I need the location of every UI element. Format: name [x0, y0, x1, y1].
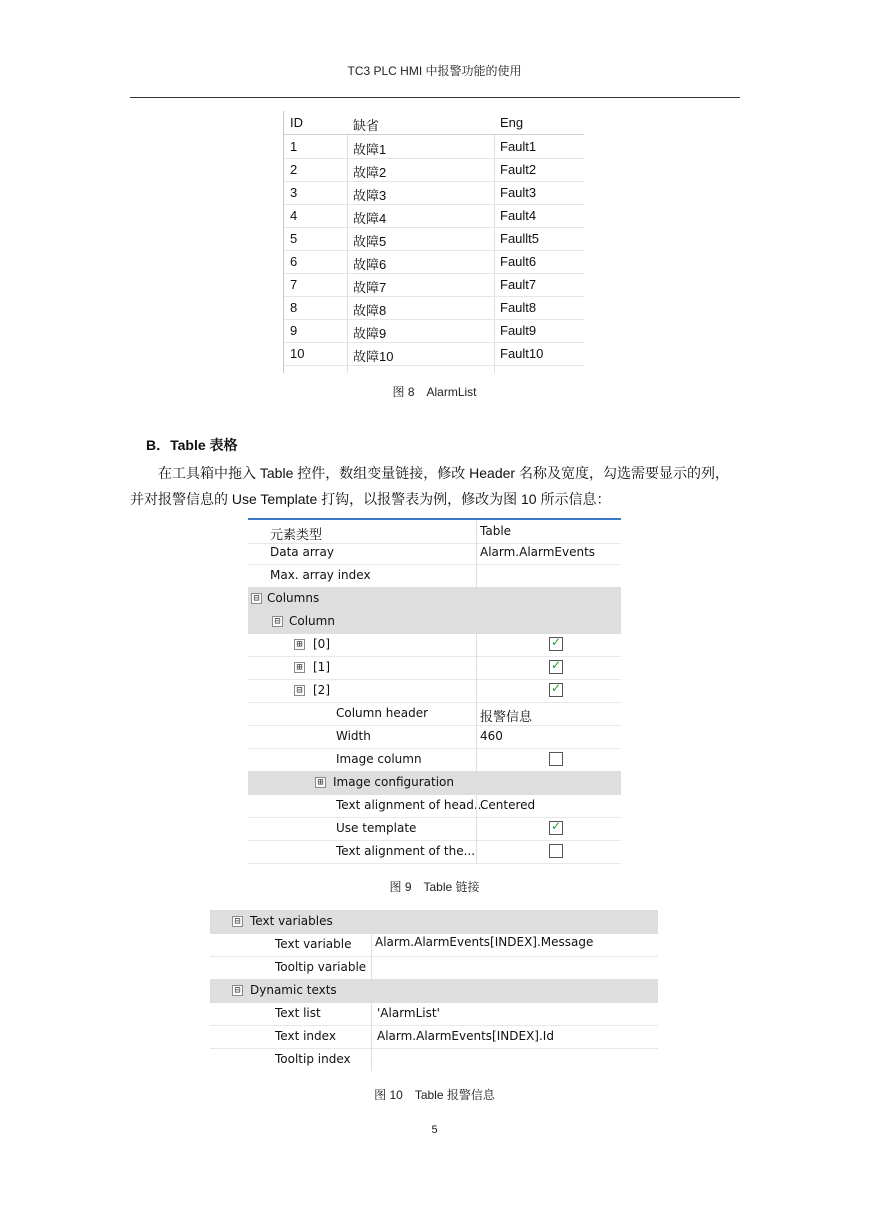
cell-default: 故障4 [353, 211, 387, 226]
prop-value[interactable]: 'AlarmList' [377, 1006, 440, 1020]
prop-value[interactable]: 460 [480, 729, 503, 743]
cell-eng: Fault6 [500, 254, 537, 269]
prop-divider [371, 1025, 372, 1048]
prop-group-text-variables[interactable] [210, 910, 658, 934]
prop-row-text-list[interactable] [210, 1002, 658, 1026]
cell-id: 7 [290, 277, 298, 292]
prop-group-column[interactable] [248, 610, 621, 634]
prop-group-columns[interactable] [248, 587, 621, 611]
column-header-default: 缺省 [353, 118, 380, 133]
cell-eng: Faullt5 [500, 231, 540, 246]
table-row [284, 250, 584, 274]
prop-row-data-array[interactable] [248, 541, 621, 565]
table-row [284, 227, 584, 251]
cell-id: 4 [290, 208, 298, 223]
prop-row-header-alignment[interactable] [248, 794, 621, 818]
prop-label: [0] [313, 637, 330, 651]
cell-id: 9 [290, 323, 298, 338]
prop-divider [476, 541, 477, 564]
collapse-icon[interactable]: ⊟ [232, 985, 243, 996]
text-variables-grid [210, 910, 658, 1071]
expand-icon[interactable]: ⊞ [294, 639, 305, 650]
prop-row-column-0[interactable] [248, 633, 621, 657]
table-header-row [284, 111, 584, 135]
prop-group-dynamic-texts[interactable] [210, 979, 658, 1003]
prop-value: Alarm.AlarmEvents [480, 545, 596, 559]
figure8-caption: 图 8 AlarmList [392, 385, 477, 399]
cell-id: 8 [290, 300, 298, 315]
table-row [284, 204, 584, 228]
alarm-list-table [283, 111, 584, 373]
collapse-icon[interactable]: ⊟ [294, 685, 305, 696]
cell-default: 故障5 [353, 234, 387, 249]
figure9-caption: 图 9 Table 链接 [389, 880, 480, 894]
prop-label: Width [336, 729, 371, 743]
header-rule [130, 97, 740, 98]
image-column-checkbox[interactable] [549, 752, 563, 766]
prop-label: Max. array index [270, 568, 371, 582]
prop-divider [371, 956, 372, 979]
page-number: 5 [431, 1124, 438, 1136]
expand-icon[interactable]: ⊞ [294, 662, 305, 673]
prop-label: [2] [313, 683, 330, 697]
section-title: B．Table 表格 [146, 437, 238, 453]
cell-eng: Fault1 [500, 139, 537, 154]
prop-divider [476, 840, 477, 863]
table-row [284, 273, 584, 297]
cell-eng: Fault3 [500, 185, 537, 200]
cell-default: 故障3 [353, 188, 387, 203]
prop-label: [1] [313, 660, 330, 674]
prop-label: Text list [275, 1006, 321, 1020]
cell-eng: Fault2 [500, 162, 537, 177]
table-row [284, 135, 584, 159]
prop-label: Columns [267, 591, 320, 605]
prop-divider [476, 656, 477, 679]
prop-row-width[interactable] [248, 725, 621, 749]
cell-id: 10 [290, 346, 305, 361]
column-2-visible-checkbox[interactable] [549, 683, 563, 697]
prop-row-text-variable[interactable] [210, 933, 658, 957]
table-row [284, 296, 584, 320]
prop-label: Image configuration [333, 775, 454, 789]
prop-value[interactable]: 报警信息 [480, 710, 533, 725]
prop-divider [371, 933, 372, 956]
text-alignment-checkbox[interactable] [549, 844, 563, 858]
prop-row-column-2[interactable] [248, 679, 621, 703]
prop-label: 元素类型 [270, 528, 323, 543]
prop-row-max-array-index[interactable] [248, 564, 621, 588]
section-paragraph: 在工具箱中拖入 Table 控件，数组变量链接，修改 Header 名称及宽度，勾选需要显示的列，并对报警信息的 Use Template 打钩，以报警表为例，修改为图 10 所示信息： [130, 465, 729, 507]
prop-label: Text variables [250, 914, 333, 928]
cell-default: 故障6 [353, 257, 387, 272]
column-header-id: ID [290, 115, 303, 130]
prop-value: Table [480, 524, 512, 538]
prop-label: Text alignment of the... [336, 844, 476, 858]
prop-row-text-alignment[interactable] [248, 840, 621, 864]
prop-label: Dynamic texts [250, 983, 337, 997]
cell-eng: Fault9 [500, 323, 537, 338]
figure10-caption: 图 10 Table 报警信息 [374, 1088, 495, 1102]
prop-divider [476, 702, 477, 725]
prop-label: Image column [336, 752, 422, 766]
prop-divider [476, 794, 477, 817]
prop-label: Column header [336, 706, 429, 720]
cell-id: 3 [290, 185, 298, 200]
cell-default: 故障7 [353, 280, 387, 295]
prop-divider [476, 520, 477, 543]
prop-row-tooltip-index[interactable] [210, 1048, 658, 1071]
column-header-eng: Eng [500, 115, 524, 130]
prop-row-tooltip-variable[interactable] [210, 956, 658, 980]
prop-divider [476, 633, 477, 656]
prop-row-column-1[interactable] [248, 656, 621, 680]
prop-label: Text alignment of head... [336, 798, 486, 812]
cell-id: 5 [290, 231, 298, 246]
collapse-icon[interactable]: ⊟ [251, 593, 262, 604]
column-1-visible-checkbox[interactable] [549, 660, 563, 674]
prop-row-use-template[interactable] [248, 817, 621, 841]
prop-divider [476, 817, 477, 840]
prop-label: Text index [275, 1029, 336, 1043]
cell-default: 故障10 [353, 349, 394, 364]
table-row [284, 181, 584, 205]
use-template-checkbox[interactable] [549, 821, 563, 835]
prop-row-image-column[interactable] [248, 748, 621, 772]
cell-id: 2 [290, 162, 298, 177]
expand-icon[interactable]: ⊞ [315, 777, 326, 788]
prop-value[interactable]: Alarm.AlarmEvents[INDEX].Id [377, 1029, 554, 1043]
cell-eng: Fault4 [500, 208, 537, 223]
prop-divider [476, 679, 477, 702]
prop-divider [371, 1048, 372, 1071]
cell-eng: Fault7 [500, 277, 537, 292]
prop-divider [476, 564, 477, 587]
prop-group-image-configuration[interactable] [248, 771, 621, 795]
prop-row-column-header[interactable] [248, 702, 621, 726]
cell-default: 故障9 [353, 326, 387, 341]
table-row [284, 158, 584, 182]
table-row [284, 342, 584, 366]
table-properties-grid [248, 518, 621, 864]
cell-default: 故障2 [353, 165, 387, 180]
prop-value[interactable]: Centered [480, 798, 536, 812]
prop-label: Tooltip index [275, 1052, 351, 1066]
collapse-icon[interactable]: ⊟ [272, 616, 283, 627]
prop-row-text-index[interactable] [210, 1025, 658, 1049]
prop-value[interactable]: Alarm.AlarmEvents[INDEX].Message [375, 935, 594, 949]
cell-eng: Fault10 [500, 346, 544, 361]
prop-label: Tooltip variable [275, 960, 367, 974]
cell-default: 故障1 [353, 142, 387, 157]
prop-label: Text variable [275, 937, 352, 951]
prop-label: Column [289, 614, 335, 628]
prop-divider [476, 725, 477, 748]
cell-default: 故障8 [353, 303, 387, 318]
prop-divider [371, 1002, 372, 1025]
table-row [284, 319, 584, 343]
collapse-icon[interactable]: ⊟ [232, 916, 243, 927]
cell-id: 6 [290, 254, 298, 269]
prop-label: Use template [336, 821, 417, 835]
prop-label: Data array [270, 545, 334, 559]
prop-divider [476, 748, 477, 771]
cell-id: 1 [290, 139, 298, 154]
column-0-visible-checkbox[interactable] [549, 637, 563, 651]
cell-eng: Fault8 [500, 300, 537, 315]
page-header-title: TC3 PLC HMI 中报警功能的使用 [347, 64, 522, 78]
